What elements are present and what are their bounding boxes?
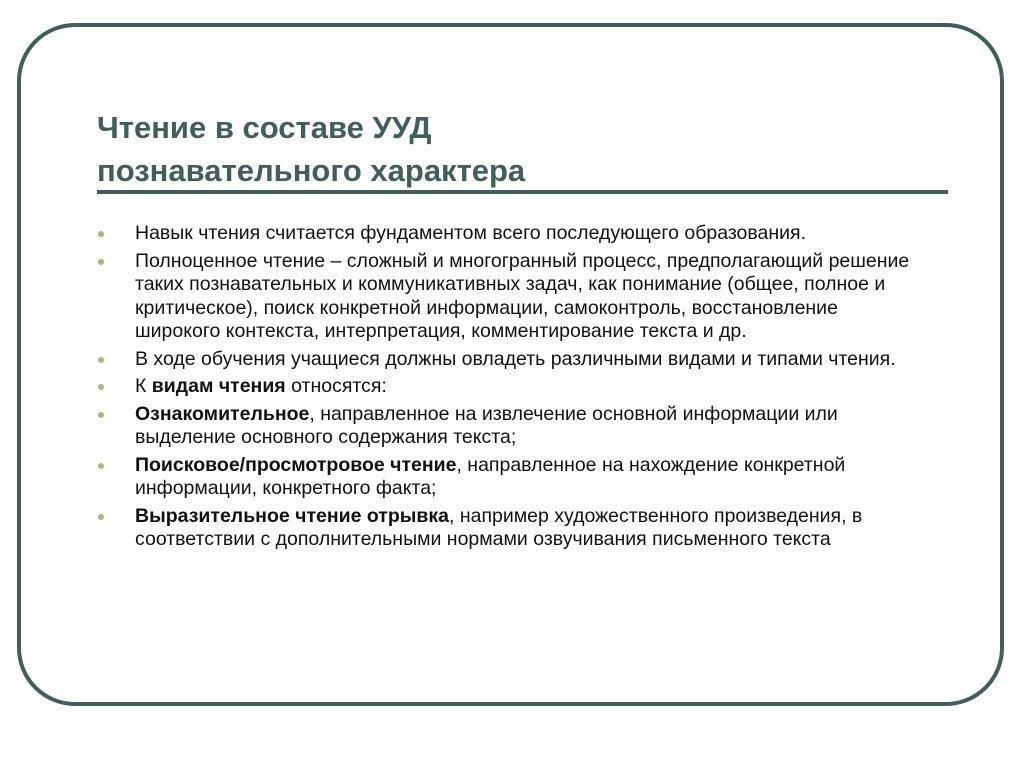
slide-title-line-1: Чтение в составе УУД: [97, 110, 432, 145]
bullet-dot-icon: [98, 412, 104, 418]
bullet-dot-icon: [98, 259, 104, 265]
bullet-item: [98, 375, 928, 399]
bullet-dot-icon: [98, 231, 104, 237]
bullet-text-bold: Ознакомительное: [135, 402, 310, 425]
bullet-item: [98, 454, 928, 501]
bullet-item: [98, 222, 928, 246]
bullet-text-bold: Поисковое/просмотровое чтение: [135, 453, 457, 476]
bullet-text-bold: Выразительное чтение отрывка: [135, 504, 450, 527]
bullet-item: [98, 403, 928, 450]
bullet-text-rest: , например художественного произведения, в соответствии с дополнительными нормами озвучивания письменного текста: [135, 504, 863, 550]
bullet-dot-icon: [98, 463, 104, 469]
bullet-text-rest: , направленное на нахождение конкретной информации, конкретного факта;: [135, 453, 846, 499]
bullet-dot-icon: [98, 384, 104, 390]
bullet-text-bold: видам чтения: [151, 375, 286, 397]
bullet-item: [98, 348, 928, 372]
bullet-item: [98, 505, 928, 552]
bullet-text: В ходе обучения учащиеся должны овладеть различными видами и типами чтения.: [135, 347, 896, 370]
bullet-text: Навык чтения считается фундаментом всего последующего образования.: [135, 222, 807, 244]
bullet-text-prefix: К: [135, 375, 152, 397]
bullet-list: [98, 222, 928, 556]
slide-title-line-2: познавательного характера: [97, 153, 526, 188]
bullet-text-rest: , направленное на извлечение основной информации или выделение основного содержания текста;: [135, 402, 838, 448]
bullet-text: Полноценное чтение – сложный и многогранный процесс, предполагающий решение таких познавательных и коммуникативных задач, как понимание (общее, полное и критическое), поиск конкретной информации, самоконтроль, восстановление широкого контекста, интерпретация, комментирование текста и др.: [135, 249, 910, 342]
bullet-item: [98, 250, 928, 344]
title-divider: [97, 190, 948, 194]
bullet-dot-icon: [98, 357, 104, 363]
bullet-dot-icon: [98, 514, 104, 520]
slide-title: [97, 106, 525, 192]
bullet-text-rest: относятся:: [285, 375, 387, 397]
